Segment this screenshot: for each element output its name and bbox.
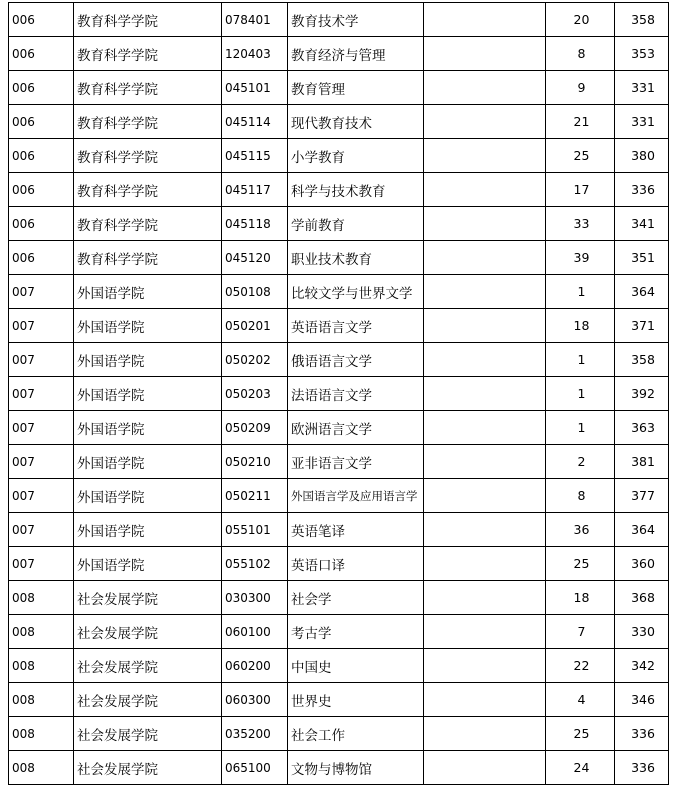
empty-cell [424, 309, 546, 343]
empty-cell [424, 241, 546, 275]
major-code-cell: 045101 [222, 71, 288, 105]
school-name-cell: 教育科学学院 [74, 105, 222, 139]
school-code-cell: 008 [9, 581, 74, 615]
enrollment-count-cell: 17 [546, 173, 615, 207]
school-name-cell: 社会发展学院 [74, 649, 222, 683]
enrollment-count-cell: 36 [546, 513, 615, 547]
score-cell: 363 [615, 411, 669, 445]
major-code-cell: 050108 [222, 275, 288, 309]
enrollment-count-cell: 2 [546, 445, 615, 479]
school-name-cell: 外国语学院 [74, 513, 222, 547]
school-code-cell: 008 [9, 649, 74, 683]
major-code-cell: 035200 [222, 717, 288, 751]
school-code-cell: 006 [9, 3, 74, 37]
table-row [9, 615, 669, 649]
major-name-cell: 英语口译 [288, 547, 424, 581]
score-cell: 331 [615, 71, 669, 105]
major-name-cell: 学前教育 [288, 207, 424, 241]
major-name-cell: 英语语言文学 [288, 309, 424, 343]
enrollment-count-cell: 9 [546, 71, 615, 105]
score-cell: 346 [615, 683, 669, 717]
school-code-cell: 007 [9, 309, 74, 343]
score-cell: 368 [615, 581, 669, 615]
major-name-cell: 俄语语言文学 [288, 343, 424, 377]
school-name-cell: 教育科学学院 [74, 207, 222, 241]
school-name-cell: 教育科学学院 [74, 139, 222, 173]
table-row [9, 3, 669, 37]
school-code-cell: 006 [9, 71, 74, 105]
major-code-cell: 050201 [222, 309, 288, 343]
major-code-cell: 030300 [222, 581, 288, 615]
major-code-cell: 120403 [222, 37, 288, 71]
school-name-cell: 社会发展学院 [74, 717, 222, 751]
score-cell: 392 [615, 377, 669, 411]
school-name-cell: 社会发展学院 [74, 751, 222, 785]
table-row [9, 37, 669, 71]
empty-cell [424, 547, 546, 581]
enrollment-count-cell: 24 [546, 751, 615, 785]
school-name-cell: 教育科学学院 [74, 241, 222, 275]
school-name-cell: 社会发展学院 [74, 615, 222, 649]
major-code-cell: 045117 [222, 173, 288, 207]
empty-cell [424, 513, 546, 547]
school-code-cell: 007 [9, 275, 74, 309]
enrollment-count-cell: 4 [546, 683, 615, 717]
school-code-cell: 008 [9, 751, 74, 785]
empty-cell [424, 105, 546, 139]
major-name-cell: 考古学 [288, 615, 424, 649]
major-code-cell: 045118 [222, 207, 288, 241]
table-row [9, 445, 669, 479]
enrollment-count-cell: 7 [546, 615, 615, 649]
empty-cell [424, 717, 546, 751]
enrollment-count-cell: 1 [546, 411, 615, 445]
school-code-cell: 006 [9, 139, 74, 173]
school-name-cell: 外国语学院 [74, 547, 222, 581]
score-cell: 380 [615, 139, 669, 173]
enrollment-count-cell: 25 [546, 547, 615, 581]
table-row [9, 105, 669, 139]
score-cell: 341 [615, 207, 669, 241]
enrollment-count-cell: 8 [546, 479, 615, 513]
major-name-cell: 亚非语言文学 [288, 445, 424, 479]
major-code-cell: 045114 [222, 105, 288, 139]
empty-cell [424, 377, 546, 411]
score-cell: 336 [615, 717, 669, 751]
score-cell: 331 [615, 105, 669, 139]
enrollment-count-cell: 1 [546, 275, 615, 309]
school-code-cell: 007 [9, 513, 74, 547]
enrollment-count-cell: 8 [546, 37, 615, 71]
score-cell: 360 [615, 547, 669, 581]
empty-cell [424, 173, 546, 207]
major-name-cell: 中国史 [288, 649, 424, 683]
school-name-cell: 外国语学院 [74, 377, 222, 411]
table-row [9, 241, 669, 275]
score-cell: 371 [615, 309, 669, 343]
major-code-cell: 050209 [222, 411, 288, 445]
empty-cell [424, 275, 546, 309]
table-row [9, 343, 669, 377]
major-name-cell: 教育技术学 [288, 3, 424, 37]
major-code-cell: 060200 [222, 649, 288, 683]
major-code-cell: 078401 [222, 3, 288, 37]
empty-cell [424, 683, 546, 717]
score-cell: 358 [615, 343, 669, 377]
empty-cell [424, 343, 546, 377]
school-code-cell: 008 [9, 615, 74, 649]
major-name-cell: 英语笔译 [288, 513, 424, 547]
empty-cell [424, 411, 546, 445]
major-name-cell: 欧洲语言文学 [288, 411, 424, 445]
school-name-cell: 社会发展学院 [74, 683, 222, 717]
table-row [9, 751, 669, 785]
major-code-cell: 050211 [222, 479, 288, 513]
major-name-cell: 法语语言文学 [288, 377, 424, 411]
major-name-cell: 文物与博物馆 [288, 751, 424, 785]
major-name-cell: 教育经济与管理 [288, 37, 424, 71]
score-cell: 336 [615, 751, 669, 785]
enrollment-count-cell: 21 [546, 105, 615, 139]
major-name-cell: 现代教育技术 [288, 105, 424, 139]
empty-cell [424, 581, 546, 615]
major-name-cell: 社会工作 [288, 717, 424, 751]
table-row [9, 71, 669, 105]
school-code-cell: 007 [9, 445, 74, 479]
table-row [9, 479, 669, 513]
empty-cell [424, 649, 546, 683]
score-cell: 364 [615, 275, 669, 309]
table-row [9, 717, 669, 751]
table-body [9, 3, 669, 785]
school-name-cell: 外国语学院 [74, 479, 222, 513]
school-code-cell: 006 [9, 241, 74, 275]
major-code-cell: 060300 [222, 683, 288, 717]
score-cell: 351 [615, 241, 669, 275]
school-code-cell: 008 [9, 683, 74, 717]
score-cell: 330 [615, 615, 669, 649]
school-name-cell: 教育科学学院 [74, 71, 222, 105]
school-name-cell: 社会发展学院 [74, 581, 222, 615]
table-row [9, 309, 669, 343]
major-code-cell: 055101 [222, 513, 288, 547]
empty-cell [424, 139, 546, 173]
school-code-cell: 007 [9, 479, 74, 513]
major-code-cell: 045115 [222, 139, 288, 173]
school-name-cell: 外国语学院 [74, 309, 222, 343]
major-code-cell: 050210 [222, 445, 288, 479]
score-cell: 377 [615, 479, 669, 513]
major-name-cell: 外国语言学及应用语言学 [288, 479, 424, 513]
score-cell: 336 [615, 173, 669, 207]
enrollment-count-cell: 20 [546, 3, 615, 37]
school-name-cell: 教育科学学院 [74, 37, 222, 71]
enrollment-count-cell: 33 [546, 207, 615, 241]
empty-cell [424, 751, 546, 785]
enrollment-count-cell: 39 [546, 241, 615, 275]
school-name-cell: 外国语学院 [74, 411, 222, 445]
enrollment-count-cell: 18 [546, 309, 615, 343]
major-name-cell: 比较文学与世界文学 [288, 275, 424, 309]
empty-cell [424, 71, 546, 105]
major-name-cell: 教育管理 [288, 71, 424, 105]
major-code-cell: 045120 [222, 241, 288, 275]
major-code-cell: 050202 [222, 343, 288, 377]
table-row [9, 139, 669, 173]
major-name-cell: 职业技术教育 [288, 241, 424, 275]
table-row [9, 173, 669, 207]
table-row [9, 377, 669, 411]
school-code-cell: 006 [9, 105, 74, 139]
score-cell: 353 [615, 37, 669, 71]
school-code-cell: 008 [9, 717, 74, 751]
empty-cell [424, 479, 546, 513]
empty-cell [424, 3, 546, 37]
school-code-cell: 007 [9, 411, 74, 445]
school-name-cell: 外国语学院 [74, 445, 222, 479]
table-row [9, 547, 669, 581]
empty-cell [424, 615, 546, 649]
major-code-cell: 050203 [222, 377, 288, 411]
table-row [9, 649, 669, 683]
admission-score-table [8, 2, 669, 785]
school-code-cell: 007 [9, 377, 74, 411]
school-name-cell: 外国语学院 [74, 343, 222, 377]
table-row [9, 207, 669, 241]
major-code-cell: 065100 [222, 751, 288, 785]
major-name-cell: 小学教育 [288, 139, 424, 173]
school-code-cell: 006 [9, 173, 74, 207]
enrollment-count-cell: 18 [546, 581, 615, 615]
score-cell: 381 [615, 445, 669, 479]
score-cell: 364 [615, 513, 669, 547]
school-code-cell: 007 [9, 547, 74, 581]
school-name-cell: 外国语学院 [74, 275, 222, 309]
table-row [9, 683, 669, 717]
table-row [9, 411, 669, 445]
table-row [9, 513, 669, 547]
enrollment-count-cell: 25 [546, 717, 615, 751]
school-code-cell: 007 [9, 343, 74, 377]
major-name-cell: 世界史 [288, 683, 424, 717]
school-code-cell: 006 [9, 207, 74, 241]
major-code-cell: 060100 [222, 615, 288, 649]
enrollment-count-cell: 1 [546, 343, 615, 377]
score-cell: 358 [615, 3, 669, 37]
enrollment-count-cell: 25 [546, 139, 615, 173]
table-row [9, 581, 669, 615]
major-name-cell: 科学与技术教育 [288, 173, 424, 207]
enrollment-count-cell: 1 [546, 377, 615, 411]
enrollment-count-cell: 22 [546, 649, 615, 683]
score-cell: 342 [615, 649, 669, 683]
major-code-cell: 055102 [222, 547, 288, 581]
empty-cell [424, 37, 546, 71]
empty-cell [424, 445, 546, 479]
table-row [9, 275, 669, 309]
school-name-cell: 教育科学学院 [74, 173, 222, 207]
school-code-cell: 006 [9, 37, 74, 71]
school-name-cell: 教育科学学院 [74, 3, 222, 37]
empty-cell [424, 207, 546, 241]
major-name-cell: 社会学 [288, 581, 424, 615]
